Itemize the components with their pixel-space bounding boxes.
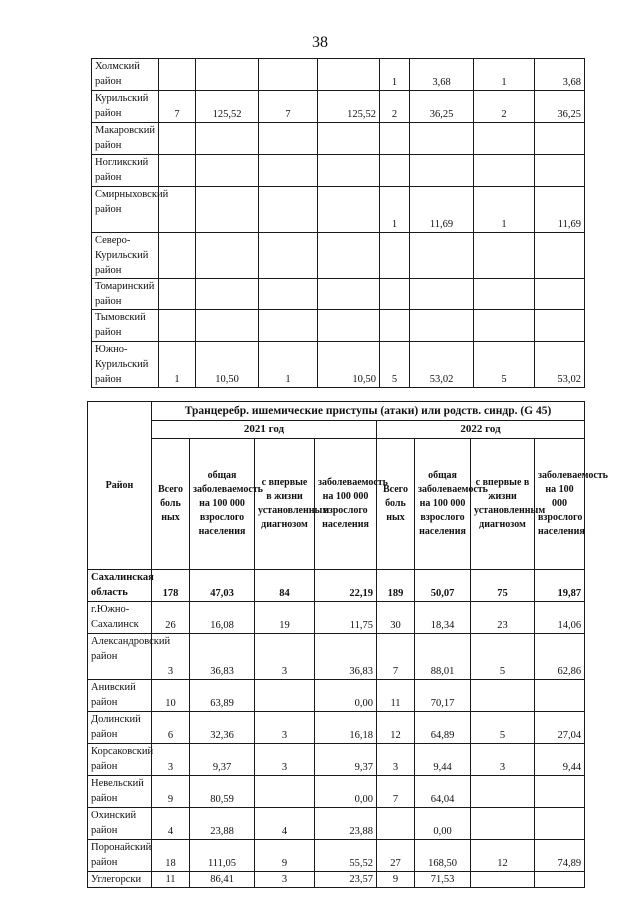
col-header-incidence-rate-2022: заболеваемость на 100 000 взрослого населения — [535, 439, 585, 570]
table-row — [92, 187, 585, 233]
value-cell: 75 — [471, 570, 535, 602]
value-cell: 1 — [380, 187, 410, 233]
value-cell: 189 — [377, 570, 415, 602]
region-cell: Корсаковский район — [88, 744, 152, 776]
col-header-total-2021: Всего боль ных — [152, 439, 190, 570]
value-cell — [318, 279, 380, 310]
table-row — [88, 634, 585, 680]
value-cell — [380, 123, 410, 155]
value-cell — [535, 233, 585, 279]
value-cell — [535, 776, 585, 808]
value-cell: 26 — [152, 602, 190, 634]
value-cell: 5 — [471, 712, 535, 744]
table-row — [92, 155, 585, 187]
value-cell: 86,41 — [190, 872, 255, 888]
region-cell: Невельский район — [88, 776, 152, 808]
value-cell: 23,88 — [190, 808, 255, 840]
value-cell: 2 — [380, 91, 410, 123]
value-cell: 11,75 — [315, 602, 377, 634]
value-cell: 125,52 — [196, 91, 259, 123]
value-cell — [535, 872, 585, 888]
table-row — [88, 840, 585, 872]
page-number: 38 — [312, 34, 328, 51]
value-cell — [196, 233, 259, 279]
value-cell: 1 — [159, 342, 196, 388]
value-cell — [318, 59, 380, 91]
value-cell: 74,89 — [535, 840, 585, 872]
year-2022-header: 2022 год — [377, 421, 585, 439]
value-cell: 16,08 — [190, 602, 255, 634]
value-cell — [259, 187, 318, 233]
value-cell — [196, 123, 259, 155]
value-cell: 3 — [255, 744, 315, 776]
value-cell: 12 — [471, 840, 535, 872]
value-cell: 5 — [474, 342, 535, 388]
value-cell: 111,05 — [190, 840, 255, 872]
value-cell: 1 — [474, 59, 535, 91]
table-row — [88, 872, 585, 888]
value-cell: 3 — [152, 634, 190, 680]
value-cell: 19 — [255, 602, 315, 634]
region-cell: Александровский район — [88, 634, 152, 680]
value-cell — [196, 59, 259, 91]
value-cell: 36,25 — [410, 91, 474, 123]
value-cell: 88,01 — [415, 634, 471, 680]
value-cell: 27 — [377, 840, 415, 872]
value-cell: 23 — [471, 602, 535, 634]
value-cell: 80,59 — [190, 776, 255, 808]
value-cell: 70,17 — [415, 680, 471, 712]
value-cell: 1 — [259, 342, 318, 388]
value-cell — [318, 123, 380, 155]
value-cell — [196, 155, 259, 187]
region-column-header: Район — [88, 402, 152, 570]
value-cell — [259, 123, 318, 155]
value-cell — [380, 233, 410, 279]
value-cell: 0,00 — [315, 680, 377, 712]
value-cell: 30 — [377, 602, 415, 634]
value-cell: 64,89 — [415, 712, 471, 744]
value-cell: 62,86 — [535, 634, 585, 680]
value-cell: 3 — [471, 744, 535, 776]
value-cell — [255, 680, 315, 712]
table-row — [92, 310, 585, 342]
value-cell — [159, 279, 196, 310]
table-row — [88, 744, 585, 776]
value-cell — [255, 776, 315, 808]
region-cell: Углегорски — [88, 872, 152, 888]
value-cell — [377, 808, 415, 840]
region-cell: Долинский район — [88, 712, 152, 744]
value-cell: 9 — [377, 872, 415, 888]
value-cell — [474, 233, 535, 279]
value-cell: 3,68 — [410, 59, 474, 91]
value-cell — [380, 155, 410, 187]
col-header-total-2022: Всего боль ных — [377, 439, 415, 570]
value-cell — [410, 233, 474, 279]
value-cell: 12 — [377, 712, 415, 744]
value-cell: 16,18 — [315, 712, 377, 744]
region-cell: Анивский район — [88, 680, 152, 712]
col-header-first-diagnosed-2021: с впервые в жизни установленным диагнозом — [255, 439, 315, 570]
region-cell: Поронайский район — [88, 840, 152, 872]
value-cell: 0,00 — [315, 776, 377, 808]
value-cell: 10,50 — [318, 342, 380, 388]
value-cell: 9 — [255, 840, 315, 872]
value-cell — [318, 155, 380, 187]
value-cell: 22,19 — [315, 570, 377, 602]
table-row — [88, 776, 585, 808]
value-cell: 0,00 — [415, 808, 471, 840]
value-cell: 1 — [474, 187, 535, 233]
value-cell — [259, 279, 318, 310]
region-cell: Северо-Курильский район — [92, 233, 159, 279]
value-cell — [471, 776, 535, 808]
value-cell — [380, 310, 410, 342]
value-cell — [159, 155, 196, 187]
value-cell: 71,53 — [415, 872, 471, 888]
value-cell: 18 — [152, 840, 190, 872]
value-cell: 9,44 — [535, 744, 585, 776]
table-row — [92, 342, 585, 388]
value-cell — [410, 279, 474, 310]
value-cell — [259, 155, 318, 187]
incidence-table-continued — [91, 58, 585, 388]
value-cell: 36,83 — [315, 634, 377, 680]
value-cell: 3 — [255, 634, 315, 680]
value-cell: 55,52 — [315, 840, 377, 872]
value-cell — [159, 123, 196, 155]
value-cell — [535, 155, 585, 187]
value-cell: 36,25 — [535, 91, 585, 123]
col-header-first-diagnosed-2022: с впервые в жизни установленным диагнозом — [471, 439, 535, 570]
table-row — [88, 570, 585, 602]
value-cell: 7 — [377, 776, 415, 808]
table-row — [92, 233, 585, 279]
value-cell: 23,57 — [315, 872, 377, 888]
value-cell: 50,07 — [415, 570, 471, 602]
value-cell: 9,44 — [415, 744, 471, 776]
value-cell — [535, 680, 585, 712]
value-cell: 23,88 — [315, 808, 377, 840]
value-cell: 32,36 — [190, 712, 255, 744]
value-cell: 3 — [152, 744, 190, 776]
table-row — [88, 808, 585, 840]
value-cell — [196, 310, 259, 342]
value-cell — [410, 310, 474, 342]
value-cell: 178 — [152, 570, 190, 602]
value-cell: 9 — [152, 776, 190, 808]
region-cell: Ногликский район — [92, 155, 159, 187]
value-cell — [410, 123, 474, 155]
value-cell: 4 — [152, 808, 190, 840]
tia-incidence-table — [87, 401, 608, 888]
region-cell: Южно-Курильский район — [92, 342, 159, 388]
value-cell: 168,50 — [415, 840, 471, 872]
value-cell: 4 — [255, 808, 315, 840]
value-cell — [474, 310, 535, 342]
value-cell — [410, 155, 474, 187]
value-cell — [318, 233, 380, 279]
value-cell — [159, 59, 196, 91]
value-cell: 10 — [152, 680, 190, 712]
region-cell: Тымовский район — [92, 310, 159, 342]
col-header-general-rate-2021: общая заболеваемость на 100 000 взрослого населения — [190, 439, 255, 570]
value-cell — [474, 123, 535, 155]
value-cell: 1 — [380, 59, 410, 91]
value-cell — [535, 279, 585, 310]
region-cell: Смирныховский район — [92, 187, 159, 233]
value-cell — [535, 808, 585, 840]
region-cell: г.Южно-Сахалинск — [88, 602, 152, 634]
value-cell: 19,87 — [535, 570, 585, 602]
value-cell: 18,34 — [415, 602, 471, 634]
value-cell: 53,02 — [535, 342, 585, 388]
value-cell: 3 — [377, 744, 415, 776]
value-cell: 11,69 — [535, 187, 585, 233]
value-cell: 11 — [152, 872, 190, 888]
value-cell: 3 — [255, 712, 315, 744]
value-cell: 7 — [377, 634, 415, 680]
table-title: Транцеребр. ишемические приступы (атаки) или родств. синдр. (G 45) — [152, 402, 585, 421]
value-cell: 3,68 — [535, 59, 585, 91]
value-cell: 7 — [259, 91, 318, 123]
value-cell — [535, 310, 585, 342]
value-cell — [474, 279, 535, 310]
value-cell — [474, 155, 535, 187]
value-cell: 84 — [255, 570, 315, 602]
value-cell: 47,03 — [190, 570, 255, 602]
value-cell — [471, 872, 535, 888]
value-cell: 5 — [380, 342, 410, 388]
value-cell — [380, 279, 410, 310]
value-cell: 14,06 — [535, 602, 585, 634]
value-cell — [471, 808, 535, 840]
value-cell: 5 — [471, 634, 535, 680]
table-row — [92, 91, 585, 123]
value-cell — [535, 123, 585, 155]
value-cell — [259, 233, 318, 279]
table-row — [88, 680, 585, 712]
table-row — [92, 123, 585, 155]
value-cell: 27,04 — [535, 712, 585, 744]
value-cell — [159, 233, 196, 279]
value-cell: 53,02 — [410, 342, 474, 388]
table-row — [92, 279, 585, 310]
region-cell: Сахалинская область — [88, 570, 152, 602]
col-header-general-rate-2022: общая заболеваемость на 100 000 взрослого населения — [415, 439, 471, 570]
value-cell — [471, 680, 535, 712]
value-cell: 10,50 — [196, 342, 259, 388]
region-cell: Курильский район — [92, 91, 159, 123]
value-cell: 63,89 — [190, 680, 255, 712]
col-header-incidence-rate-2021: заболеваемость на 100 000 взрослого населения — [315, 439, 377, 570]
value-cell: 64,04 — [415, 776, 471, 808]
value-cell: 2 — [474, 91, 535, 123]
region-cell: Томаринский район — [92, 279, 159, 310]
value-cell — [196, 187, 259, 233]
value-cell — [318, 310, 380, 342]
value-cell: 36,83 — [190, 634, 255, 680]
value-cell — [259, 310, 318, 342]
value-cell: 11 — [377, 680, 415, 712]
value-cell — [318, 187, 380, 233]
value-cell: 6 — [152, 712, 190, 744]
value-cell: 7 — [159, 91, 196, 123]
table-row — [88, 602, 585, 634]
value-cell — [159, 310, 196, 342]
region-cell: Холмский район — [92, 59, 159, 91]
table-row — [92, 59, 585, 91]
value-cell: 9,37 — [190, 744, 255, 776]
year-2021-header: 2021 год — [152, 421, 377, 439]
value-cell: 9,37 — [315, 744, 377, 776]
value-cell: 125,52 — [318, 91, 380, 123]
value-cell — [196, 279, 259, 310]
region-cell: Охинский район — [88, 808, 152, 840]
table-row — [88, 712, 585, 744]
value-cell: 11,69 — [410, 187, 474, 233]
value-cell — [259, 59, 318, 91]
value-cell: 3 — [255, 872, 315, 888]
region-cell: Макаровский район — [92, 123, 159, 155]
